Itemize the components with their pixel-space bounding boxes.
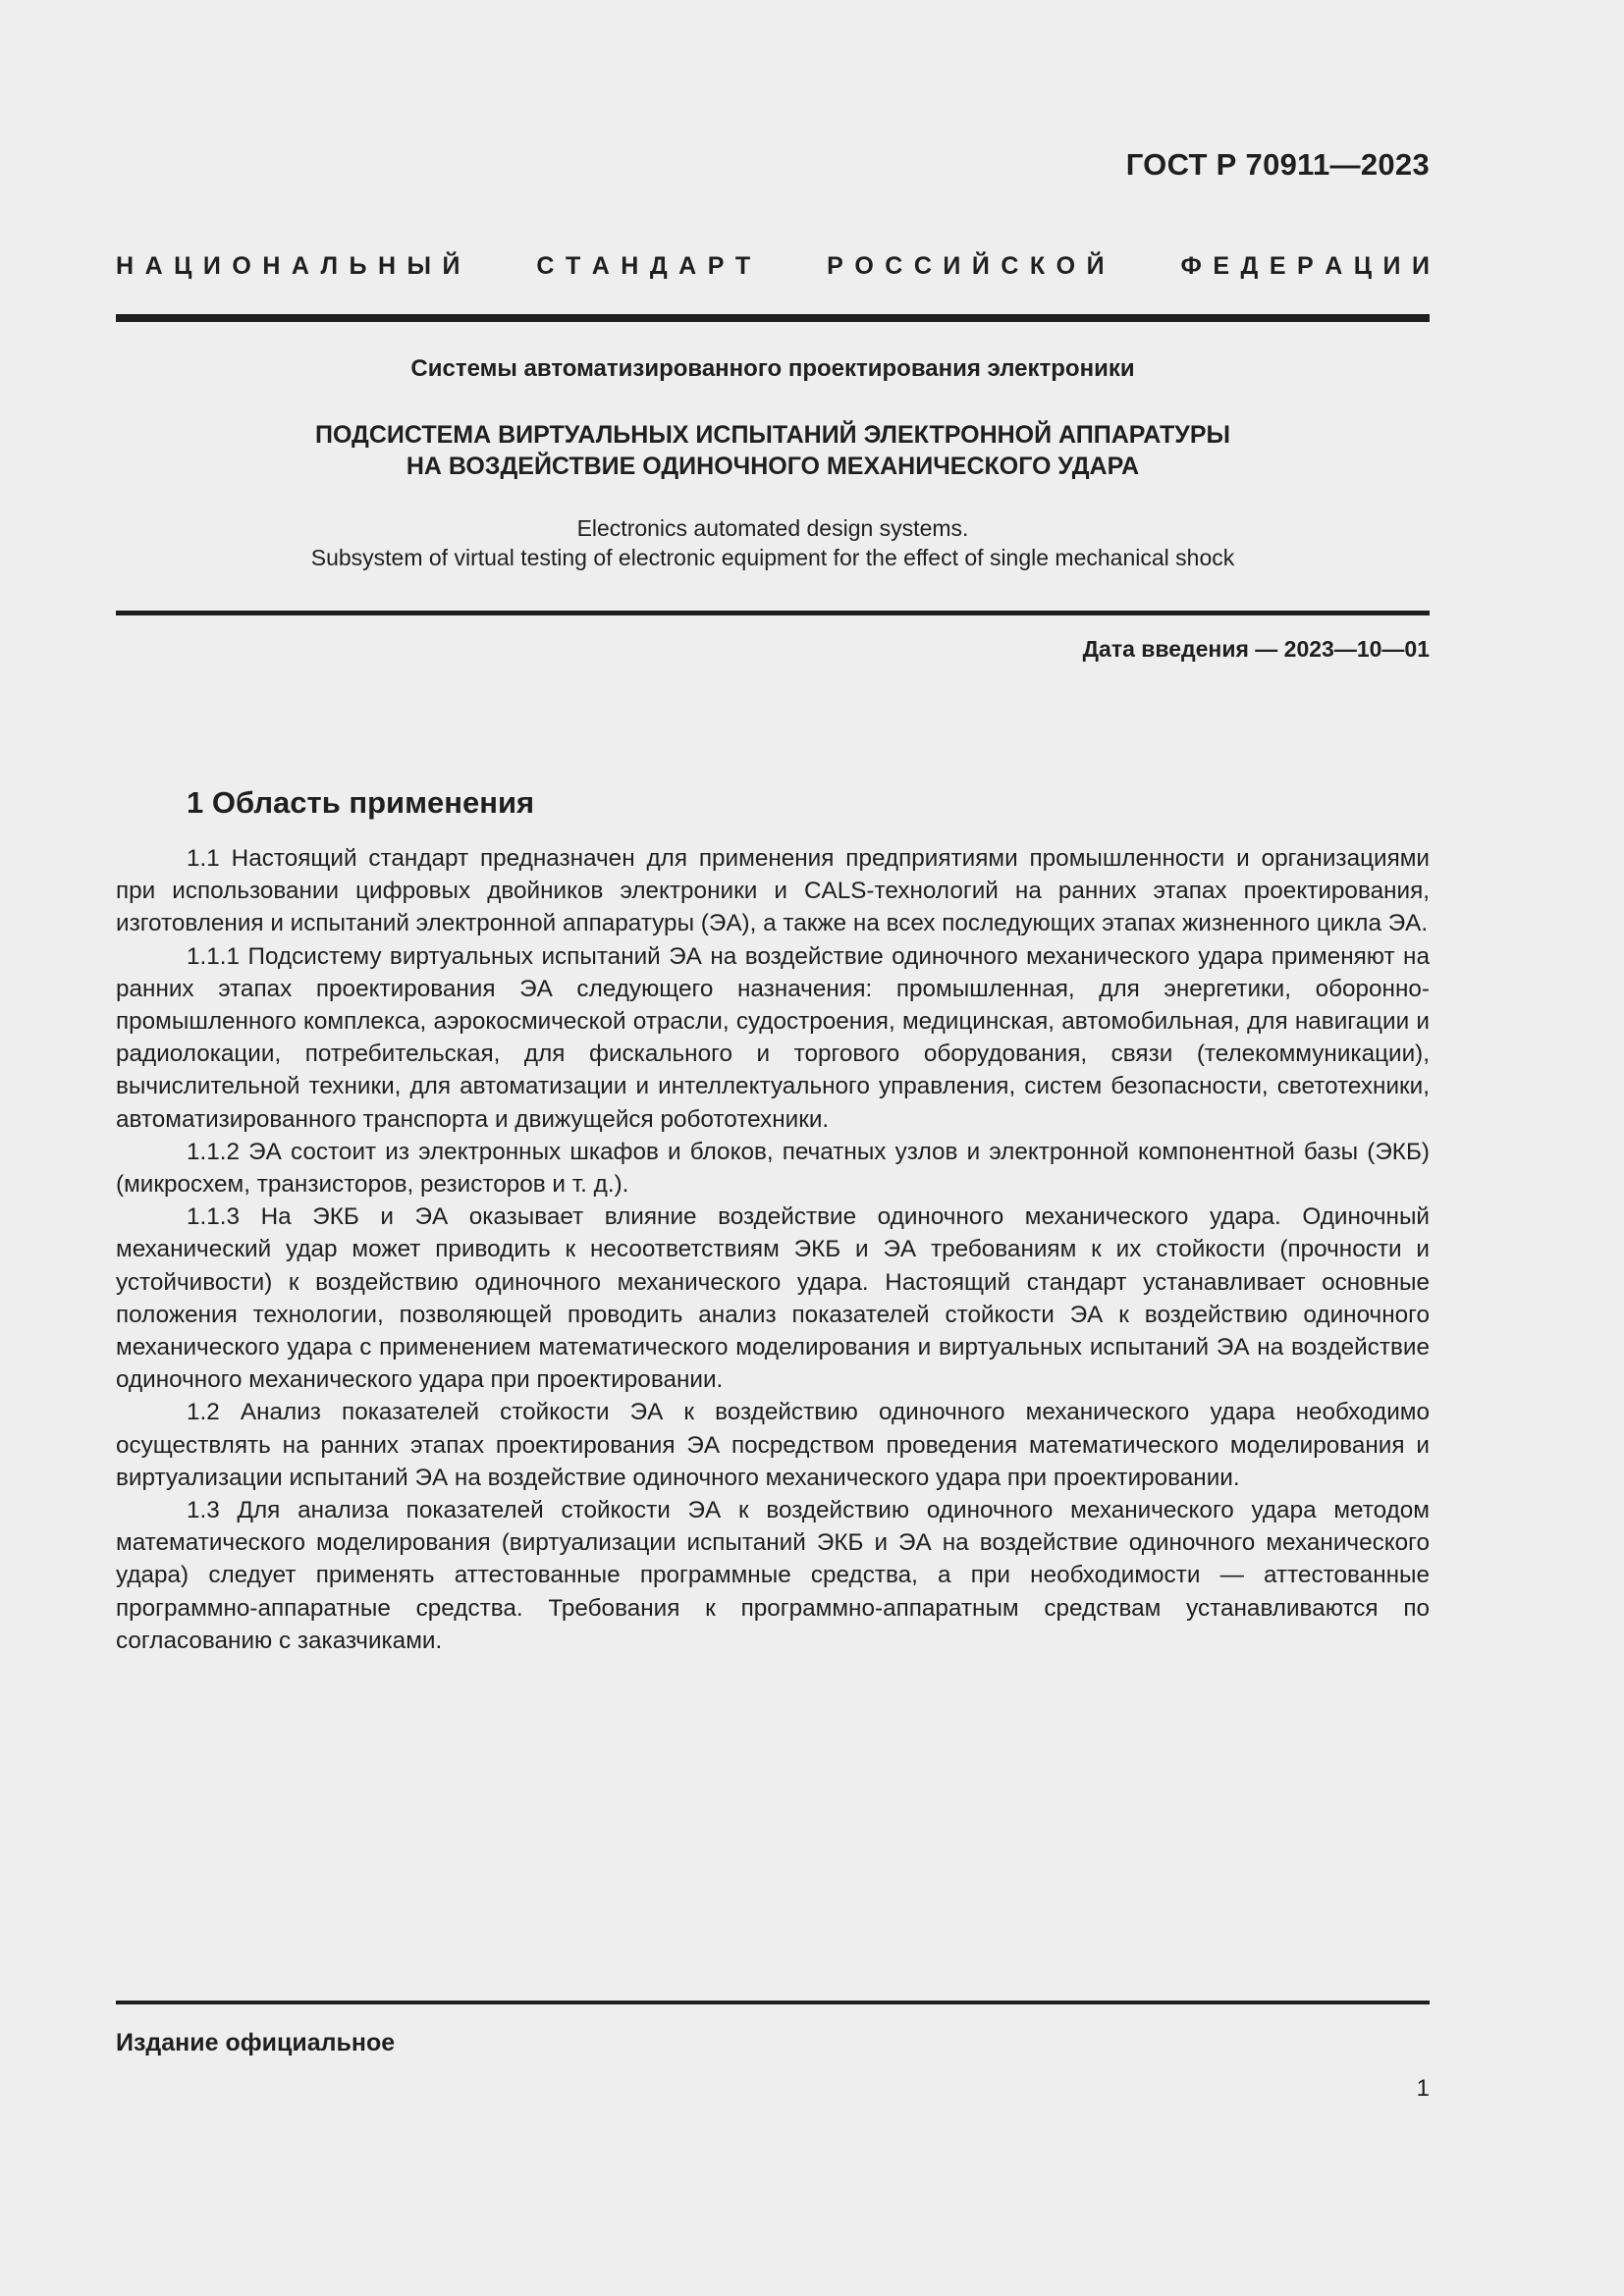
- paragraph: 1.3 Для анализа показателей стойкости ЭА к воздействию одиночного механического удара методом математического моделирования (виртуализации испытаний ЭКБ и ЭА на воздействие одиночного механического удара) следует применять аттестованные программные средства, а при необходимости — аттестованные программно-аппаратные средства. Требования к программно-аппаратным средствам устанавливаются по согласованию с заказчиками.: [116, 1497, 1430, 1654]
- paragraph: 1.1.1 Подсистему виртуальных испытаний ЭА на воздействие одиночного механического удара применяют на ранних этапах проектирования ЭА следующего назначения: промышленная, для энергетики, оборонно-промышленного комплекса, аэрокосмической отрасли, судостроения, медицинская, автомобильная, для навигации и радиолокации, потребительская, для фискального и торгового оборудования, связи (телекоммуникации), вычислительной техники, для автоматизации и интеллектуального управления, систем безопасности, светотехники, автоматизированного транспорта и движущейся робототехники.: [116, 942, 1430, 1133]
- banner-word: С Т А Н Д А Р Т: [536, 252, 751, 280]
- document-title: [116, 419, 1430, 482]
- section-heading: 1 Область применения: [187, 785, 535, 820]
- section-body: [116, 842, 1430, 1657]
- introduction-date: Дата введения — 2023—10—01: [1082, 636, 1430, 662]
- paragraph: 1.1.3 На ЭКБ и ЭА оказывает влияние воздействие одиночного механического удара. Одиночный механический удар может приводить к несоответствиям ЭКБ и ЭА требованиям к их стойкости (прочности и устойчивости) к воздействию одиночного механического удара. Настоящий стандарт устанавливает основные положения технологии, позволяющей проводить анализ показателей стойкости ЭА к воздействию одиночного механического удара с применением математического моделирования и виртуальных испытаний ЭА на воздействие одиночного механического удара при проектировании.: [116, 1203, 1430, 1394]
- english-title-line: Electronics automated design systems.: [576, 515, 969, 541]
- paragraph: 1.1 Настоящий стандарт предназначен для применения предприятиями промышленности и организациями при использовании цифровых двойников электроники и CALS-технологий на ранних этапах проектирования, изготовления и испытаний электронной аппаратуры (ЭА), а также на всех последующих этапах жизненного цикла ЭА.: [116, 845, 1430, 937]
- paragraph: 1.2 Анализ показателей стойкости ЭА к воздействию одиночного механического удара необходимо осуществлять на ранних этапах проектирования ЭА посредством проведения математического моделирования и виртуализации испытаний ЭА на воздействие одиночного механического удара при проектировании.: [116, 1399, 1430, 1491]
- header-rule: [116, 314, 1430, 322]
- title-line: ПОДСИСТЕМА ВИРТУАЛЬНЫХ ИСПЫТАНИЙ ЭЛЕКТРОННОЙ АППАРАТУРЫ: [314, 421, 1231, 449]
- official-edition-label: Издание официальное: [116, 2029, 396, 2056]
- gost-code: ГОСТ Р 70911—2023: [1125, 147, 1430, 182]
- banner-word: Р О С С И Й С К О Й: [827, 252, 1105, 280]
- national-standard-banner: [116, 252, 1430, 281]
- page-number: 1: [1416, 2075, 1430, 2102]
- english-title: [116, 513, 1430, 572]
- english-title-line: Subsystem of virtual testing of electronic equipment for the effect of single mechanical shock: [310, 545, 1235, 570]
- title-line: НА ВОЗДЕЙСТВИЕ ОДИНОЧНОГО МЕХАНИЧЕСКОГО УДАРА: [406, 453, 1140, 480]
- banner-word: Ф Е Д Е Р А Ц И И: [1180, 252, 1430, 280]
- document-subtitle: Системы автоматизированного проектирования электроники: [410, 355, 1135, 382]
- footer-rule: [116, 2001, 1430, 2004]
- document-page: [116, 0, 1430, 2296]
- paragraph: 1.1.2 ЭА состоит из электронных шкафов и блоков, печатных узлов и электронной компонентной базы (ЭКБ) (микросхем, транзисторов, резисторов и т. д.).: [116, 1138, 1430, 1199]
- title-block-rule: [116, 611, 1430, 615]
- banner-word: Н А Ц И О Н А Л Ь Н Ы Й: [116, 252, 460, 280]
